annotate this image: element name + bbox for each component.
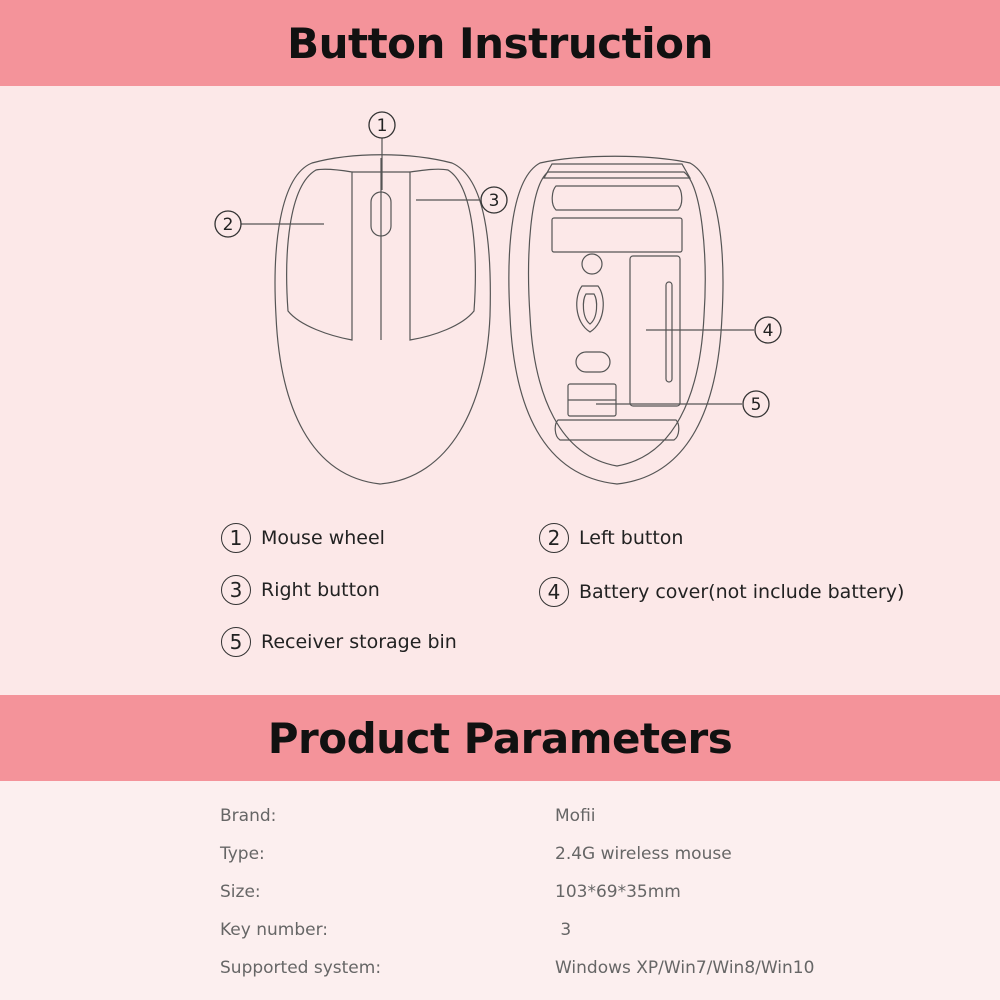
callout-markers — [215, 112, 781, 417]
legend-text: Right button — [261, 579, 380, 601]
section-header-button-instruction — [0, 0, 1000, 86]
legend-number: 1 — [221, 523, 251, 553]
callout-5: 5 — [750, 395, 762, 415]
legend-item-left-button — [539, 518, 683, 558]
legend-text: Battery cover(not include battery) — [579, 581, 905, 603]
legend-number: 5 — [221, 627, 251, 657]
param-row-supported-system — [0, 958, 1000, 988]
legend-item-right-button — [221, 570, 380, 610]
callout-3: 3 — [488, 191, 500, 211]
param-value: 2.4G wireless mouse — [555, 844, 732, 864]
callout-2: 2 — [222, 215, 234, 235]
legend-item-battery-cover — [539, 572, 904, 612]
legend-text: Left button — [579, 527, 684, 549]
param-value: Mofii — [555, 806, 596, 826]
mouse-top-view — [275, 155, 490, 484]
legend-item-mouse-wheel — [221, 518, 385, 558]
legend-text: Mouse wheel — [261, 527, 385, 549]
legend-text: Receiver storage bin — [261, 631, 457, 653]
section-title: Button Instruction — [287, 18, 713, 68]
section-header-product-parameters — [0, 695, 1000, 781]
param-value: 3 — [555, 920, 572, 940]
callout-4: 4 — [762, 321, 774, 341]
legend-number: 3 — [221, 575, 251, 605]
param-row-size — [0, 882, 1000, 912]
mouse-diagram — [0, 86, 1000, 506]
legend-number: 2 — [539, 523, 569, 553]
param-row-brand — [0, 806, 1000, 836]
param-value: 103*69*35mm — [555, 882, 681, 902]
callout-1: 1 — [376, 116, 388, 136]
param-row-key-number — [0, 920, 1000, 950]
param-label: Type: — [220, 844, 265, 864]
param-label: Supported system: — [220, 958, 382, 978]
mouse-bottom-view — [509, 156, 723, 484]
param-label: Size: — [220, 882, 261, 902]
param-row-type — [0, 844, 1000, 874]
param-value: Windows XP/Win7/Win8/Win10 — [555, 958, 815, 978]
legend-item-receiver-storage-bin — [221, 622, 457, 662]
legend-number: 4 — [539, 577, 569, 607]
param-label: Key number: — [220, 920, 329, 940]
section-title: Product Parameters — [267, 713, 733, 763]
param-label: Brand: — [220, 806, 277, 826]
